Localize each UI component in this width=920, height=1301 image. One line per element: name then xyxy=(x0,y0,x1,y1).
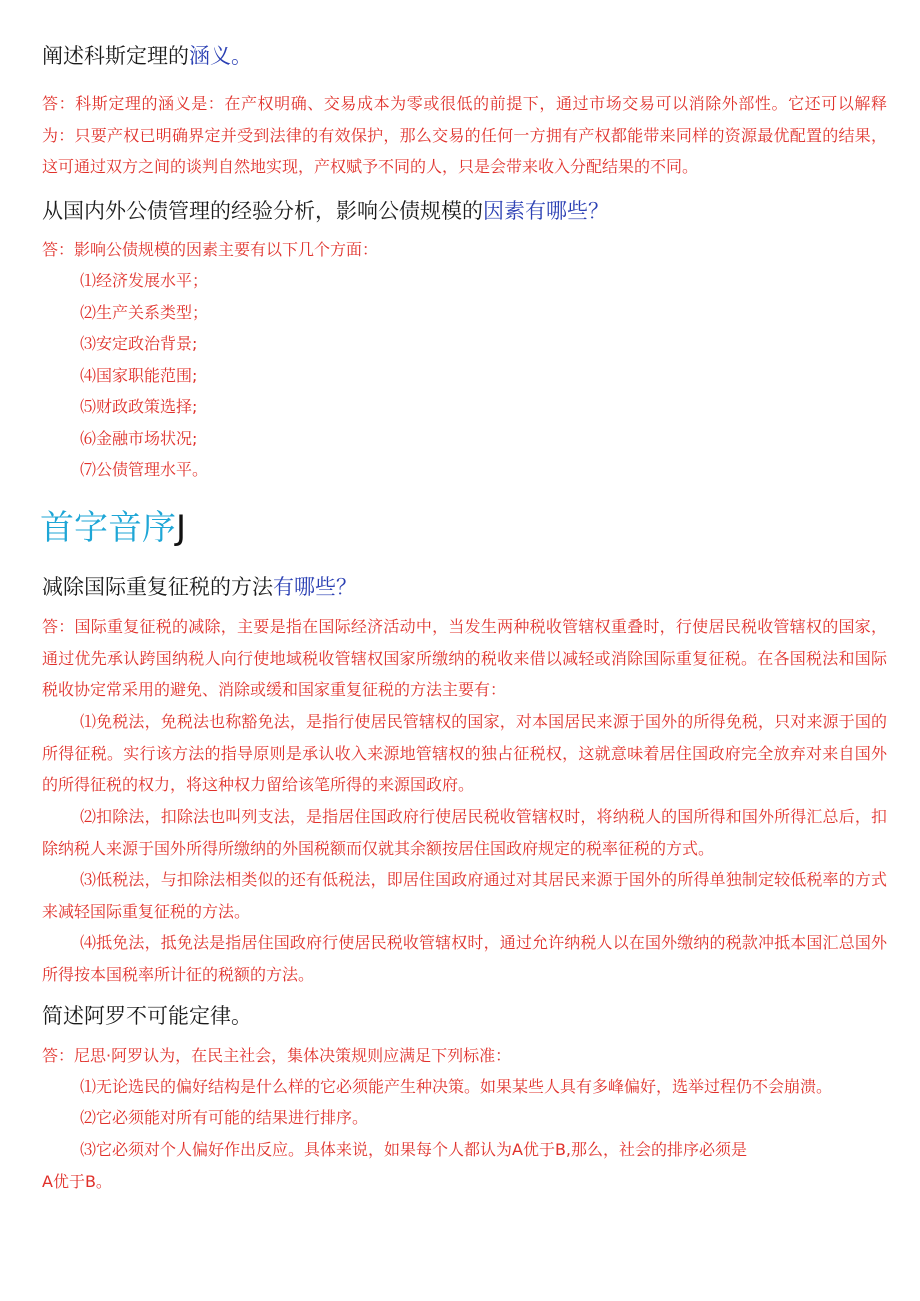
question-arrow-theorem xyxy=(42,1004,252,1029)
answer-intro xyxy=(42,611,887,706)
answer-intro: 答：尼思·阿罗认为，在民主社会，集体决策规则应满足下列标准： xyxy=(42,1046,512,1065)
section-heading xyxy=(40,508,186,549)
section-letter: J xyxy=(176,508,187,548)
list-item: ⑺公债管理水平。 xyxy=(80,460,209,479)
method-paragraph: ⑶低税法，与扣除法相类似的还有低税法，即居住国政府通过对其居民来源于国外的所得单独制定较低税率的方式来减轻国际重复征税的方法。 xyxy=(42,870,887,921)
list-item: ⑵生产关系类型； xyxy=(80,303,209,322)
answer-text: 答：国际重复征税的减除，主要是指在国际经济活动中，当发生两种税收管辖权重叠时，行使居民税收管辖权的国家，通过优先承认跨国纳税人向行使地域税收管辖权国家所缴纳的税收来借以减轻或消除国际重复征税。在各国税法和国际税收协定常采用的避免、消除或缓和国家重复征税的方法主要有： xyxy=(42,617,887,699)
question-public-debt xyxy=(42,199,609,224)
question-text: 从国内外公债管理的经验分析，影响公债规模的 xyxy=(42,199,483,223)
question-highlight: 因素有哪些？ xyxy=(483,199,609,223)
list-item: ⑷国家职能范围; xyxy=(80,366,198,385)
method-paragraph: ⑴免税法，免税法也称豁免法，是指行使居民管辖权的国家，对本国居民来源于国外的所得免税，只对来源于国的所得征税。实行该方法的指导原则是承认收入来源地管辖权的独占征税权，这就意味着居住国政府完全放弃对来自国外的所得征税的权力，将这种权力留给该笔所得的来源国政府。 xyxy=(42,712,887,794)
answer-coase-theorem xyxy=(42,88,887,183)
question-text: 阐述科斯定理的 xyxy=(42,44,189,68)
question-coase-theorem xyxy=(42,44,252,69)
method-paragraph: ⑷抵免法，抵免法是指居住国政府行使居民税收管辖权时，通过允许纳税人以在国外缴纳的税款冲抵本国汇总国外所得按本国税率所计征的税额的方法。 xyxy=(42,933,887,984)
list-item: ⑴经济发展水平； xyxy=(80,271,209,290)
list-item: ⑸财政政策选择; xyxy=(80,397,198,416)
answer-intro: 答：影响公债规模的因素主要有以下几个方面： xyxy=(42,240,379,259)
question-highlight: 涵义。 xyxy=(189,44,252,68)
list-item: ⑹金融市场状况; xyxy=(80,429,198,448)
section-label: 首字音序 xyxy=(40,508,176,548)
question-highlight: 有哪些？ xyxy=(273,575,357,599)
list-item-continuation: A优于B。 xyxy=(42,1172,112,1191)
method-paragraph: ⑵扣除法，扣除法也叫列支法，是指居住国政府行使居民税收管辖权时，将纳税人的国所得和国外所得汇总后，扣除纳税人来源于国外所得所缴纳的外国税额而仅就其余额按居住国政府规定的税率征税的方式。 xyxy=(42,807,887,858)
question-double-taxation xyxy=(42,575,357,600)
list-item: ⑴无论选民的偏好结构是什么样的它必须能产生种决策。如果某些人具有多峰偏好，选举过程仍不会崩溃。 xyxy=(80,1077,833,1096)
list-item: ⑶它必须对个人偏好作出反应。具体来说，如果每个人都认为A优于B,那么，社会的排序必须是 xyxy=(80,1140,748,1159)
answer-text: 答：科斯定理的涵义是：在产权明确、交易成本为零或很低的前提下，通过市场交易可以消除外部性。它还可以解释为：只要产权已明确界定并受到法律的有效保护，那么交易的任何一方拥有产权都能带来同样的资源最优配置的结果，这可通过双方之间的谈判自然地实现，产权赋予不同的人，只是会带来收入分配结果的不同。 xyxy=(42,94,887,176)
list-item: ⑶安定政治背景; xyxy=(80,334,198,353)
question-text: 减除国际重复征税的方法 xyxy=(42,575,273,599)
question-text: 简述阿罗不可能定律。 xyxy=(42,1004,252,1028)
list-item: ⑵它必须能对所有可能的结果进行排序。 xyxy=(80,1108,369,1127)
